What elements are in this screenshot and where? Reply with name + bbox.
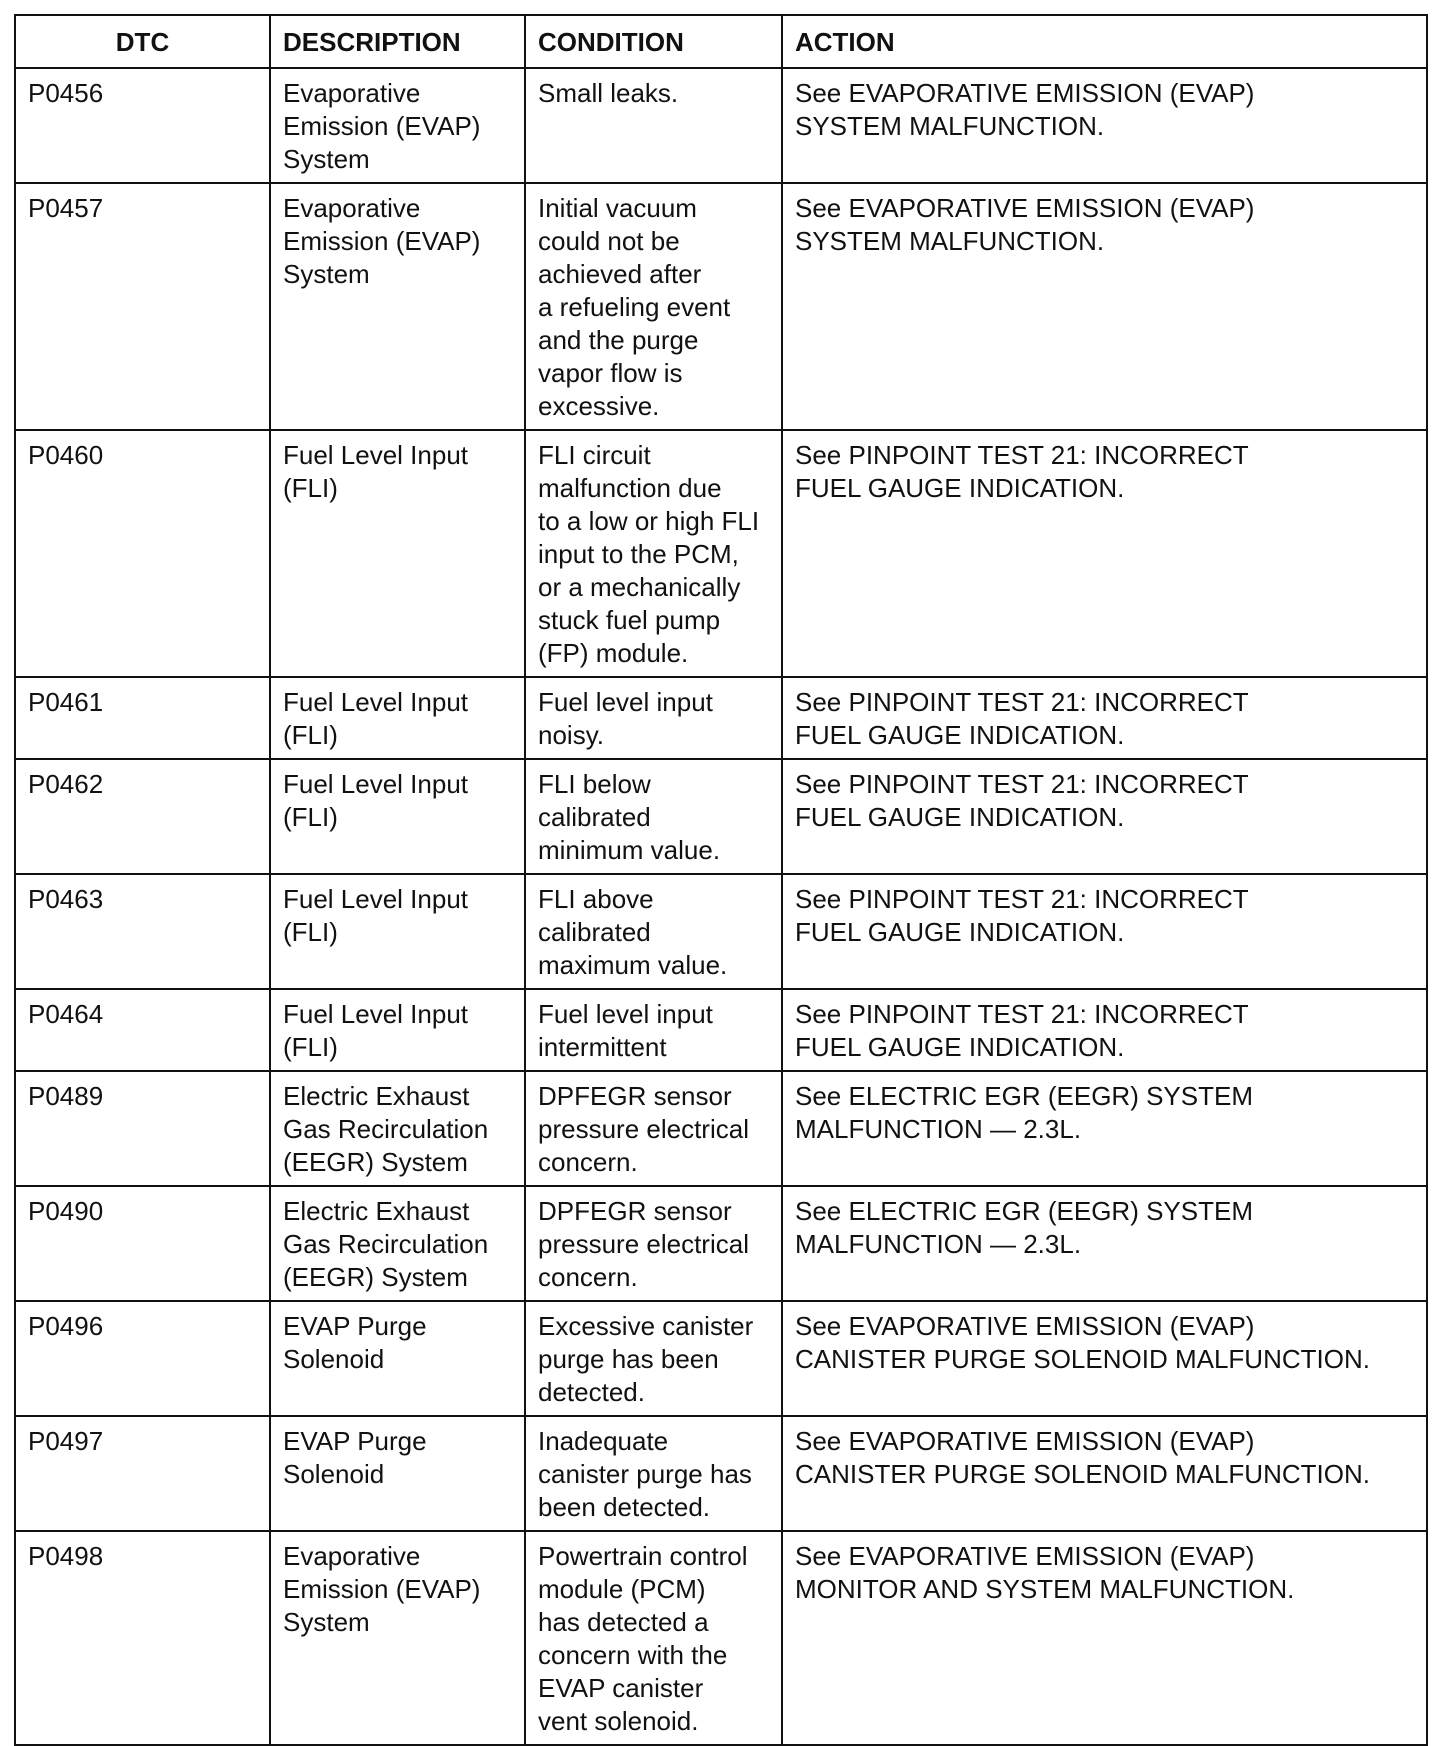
header-description: DESCRIPTION	[270, 15, 525, 68]
table-row	[15, 430, 1427, 677]
cell-action: See EVAPORATIVE EMISSION (EVAP) SYSTEM MALFUNCTION.	[782, 183, 1427, 430]
header-dtc: DTC	[15, 15, 270, 68]
cell-action: See ELECTRIC EGR (EEGR) SYSTEM MALFUNCTION — 2.3L.	[782, 1071, 1427, 1186]
cell-description: Fuel Level Input (FLI)	[270, 677, 525, 759]
cell-dtc: P0496	[15, 1301, 270, 1416]
cell-action: See ELECTRIC EGR (EEGR) SYSTEM MALFUNCTION — 2.3L.	[782, 1186, 1427, 1301]
cell-description: Evaporative Emission (EVAP) System	[270, 1531, 525, 1745]
cell-condition: FLI circuit malfunction due to a low or high FLI input to the PCM, or a mechanically stuck fuel pump (FP) module.	[525, 430, 782, 677]
cell-condition: Small leaks.	[525, 68, 782, 183]
cell-action: See PINPOINT TEST 21: INCORRECT FUEL GAUGE INDICATION.	[782, 677, 1427, 759]
table-row	[15, 1186, 1427, 1301]
cell-action: See PINPOINT TEST 21: INCORRECT FUEL GAUGE INDICATION.	[782, 430, 1427, 677]
cell-description: Electric Exhaust Gas Recirculation (EEGR) System	[270, 1186, 525, 1301]
cell-dtc: P0461	[15, 677, 270, 759]
cell-condition: Fuel level input noisy.	[525, 677, 782, 759]
cell-action: See PINPOINT TEST 21: INCORRECT FUEL GAUGE INDICATION.	[782, 759, 1427, 874]
cell-action: See PINPOINT TEST 21: INCORRECT FUEL GAUGE INDICATION.	[782, 874, 1427, 989]
cell-dtc: P0497	[15, 1416, 270, 1531]
header-action: ACTION	[782, 15, 1427, 68]
dtc-table	[14, 14, 1428, 1746]
cell-condition: DPFEGR sensor pressure electrical concern.	[525, 1071, 782, 1186]
cell-condition: FLI above calibrated maximum value.	[525, 874, 782, 989]
cell-dtc: P0456	[15, 68, 270, 183]
table-row	[15, 1416, 1427, 1531]
cell-description: Evaporative Emission (EVAP) System	[270, 68, 525, 183]
table-row	[15, 989, 1427, 1071]
table-row	[15, 677, 1427, 759]
cell-condition: Fuel level input intermittent	[525, 989, 782, 1071]
cell-dtc: P0489	[15, 1071, 270, 1186]
cell-condition: Initial vacuum could not be achieved after a refueling event and the purge vapor flow is excessive.	[525, 183, 782, 430]
table-row	[15, 874, 1427, 989]
table-body	[15, 68, 1427, 1745]
table-row	[15, 1531, 1427, 1745]
table-header	[15, 15, 1427, 68]
cell-dtc: P0490	[15, 1186, 270, 1301]
cell-description: Fuel Level Input (FLI)	[270, 430, 525, 677]
table-row	[15, 68, 1427, 183]
cell-action: See EVAPORATIVE EMISSION (EVAP) CANISTER PURGE SOLENOID MALFUNCTION.	[782, 1301, 1427, 1416]
cell-condition: Inadequate canister purge has been detected.	[525, 1416, 782, 1531]
cell-description: Fuel Level Input (FLI)	[270, 874, 525, 989]
cell-dtc: P0464	[15, 989, 270, 1071]
cell-description: EVAP Purge Solenoid	[270, 1301, 525, 1416]
cell-condition: FLI below calibrated minimum value.	[525, 759, 782, 874]
cell-action: See PINPOINT TEST 21: INCORRECT FUEL GAUGE INDICATION.	[782, 989, 1427, 1071]
cell-condition: DPFEGR sensor pressure electrical concern.	[525, 1186, 782, 1301]
table-row	[15, 1301, 1427, 1416]
cell-action: See EVAPORATIVE EMISSION (EVAP) CANISTER PURGE SOLENOID MALFUNCTION.	[782, 1416, 1427, 1531]
cell-dtc: P0462	[15, 759, 270, 874]
cell-description: Fuel Level Input (FLI)	[270, 759, 525, 874]
cell-dtc: P0460	[15, 430, 270, 677]
cell-description: EVAP Purge Solenoid	[270, 1416, 525, 1531]
cell-dtc: P0498	[15, 1531, 270, 1745]
cell-dtc: P0457	[15, 183, 270, 430]
cell-description: Electric Exhaust Gas Recirculation (EEGR) System	[270, 1071, 525, 1186]
cell-dtc: P0463	[15, 874, 270, 989]
cell-action: See EVAPORATIVE EMISSION (EVAP) MONITOR AND SYSTEM MALFUNCTION.	[782, 1531, 1427, 1745]
table-row	[15, 759, 1427, 874]
cell-description: Evaporative Emission (EVAP) System	[270, 183, 525, 430]
cell-condition: Excessive canister purge has been detected.	[525, 1301, 782, 1416]
cell-action: See EVAPORATIVE EMISSION (EVAP) SYSTEM MALFUNCTION.	[782, 68, 1427, 183]
cell-condition: Powertrain control module (PCM) has detected a concern with the EVAP canister vent solenoid.	[525, 1531, 782, 1745]
table-row	[15, 183, 1427, 430]
header-condition: CONDITION	[525, 15, 782, 68]
header-row	[15, 15, 1427, 68]
table-row	[15, 1071, 1427, 1186]
cell-description: Fuel Level Input (FLI)	[270, 989, 525, 1071]
